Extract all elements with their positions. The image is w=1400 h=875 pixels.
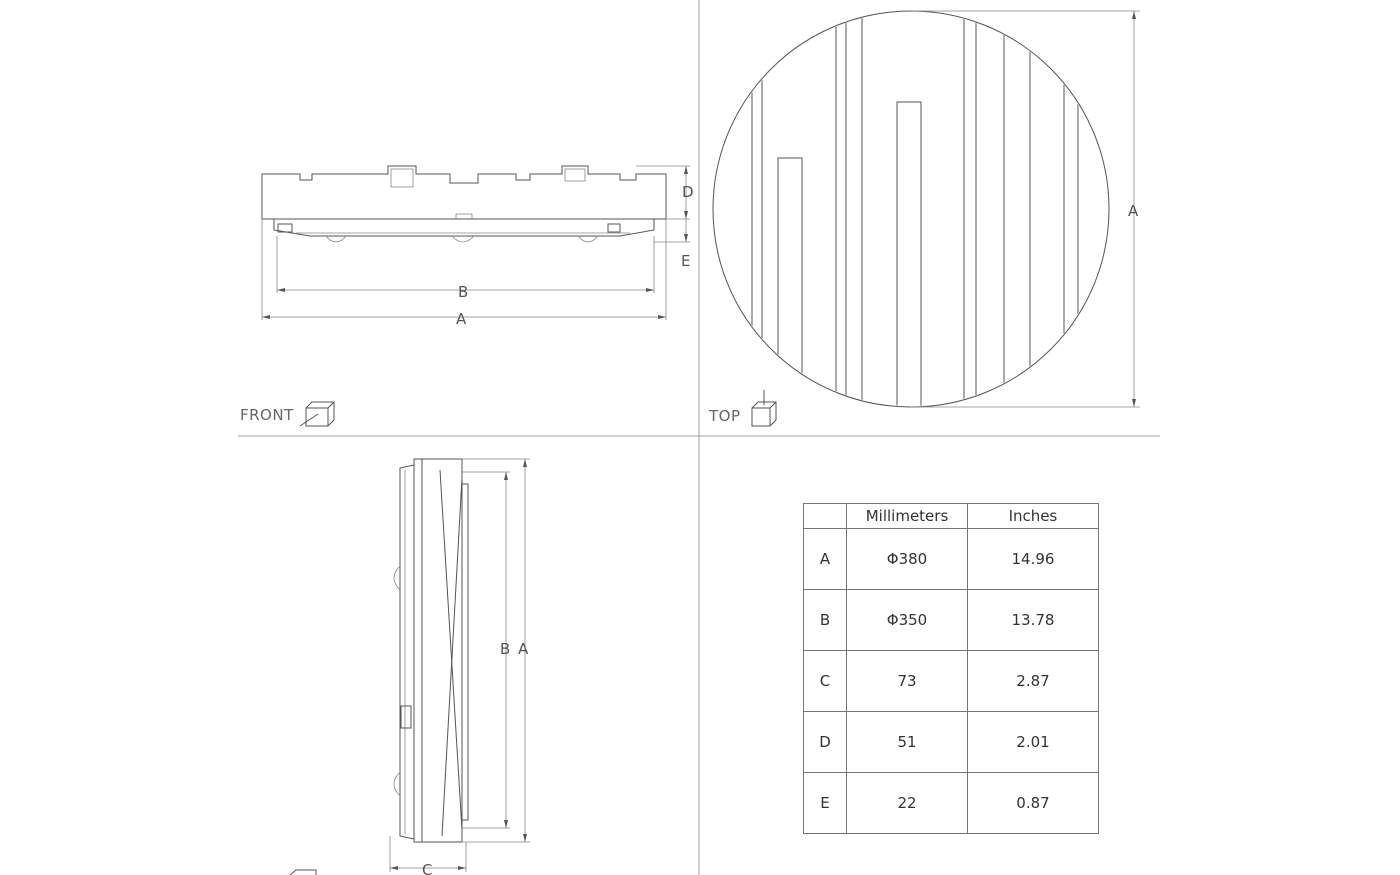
- table-cell-in: 0.87: [968, 773, 1099, 834]
- table-cell-mm: 51: [847, 712, 968, 773]
- callout-a-front: A: [456, 310, 467, 328]
- dimensions-table: [803, 503, 1099, 834]
- table-cell-in: 13.78: [968, 590, 1099, 651]
- callout-b-side: B: [500, 640, 511, 658]
- table-cell-dim: A: [804, 529, 847, 590]
- table-cell-mm: Φ380: [847, 529, 968, 590]
- callout-b-front: B: [458, 283, 469, 301]
- table-row: [804, 529, 1099, 590]
- table-row: [804, 712, 1099, 773]
- table-header-millimeters: Millimeters: [847, 504, 968, 529]
- table-header-inches: Inches: [968, 504, 1099, 529]
- front-view-label: FRONT: [240, 406, 294, 424]
- table-cell-dim: E: [804, 773, 847, 834]
- callout-c-side: C: [422, 861, 433, 875]
- callout-a-side: A: [518, 640, 529, 658]
- front-cube-icon: [300, 402, 334, 426]
- table-cell-mm: 73: [847, 651, 968, 712]
- side-cube-icon: [290, 870, 316, 875]
- top-cube-icon: [752, 390, 776, 426]
- table-cell-in: 2.01: [968, 712, 1099, 773]
- side-view: [390, 459, 530, 872]
- callout-e-front: E: [681, 252, 691, 270]
- table-cell-mm: 22: [847, 773, 968, 834]
- table-row: [804, 651, 1099, 712]
- table-cell-in: 14.96: [968, 529, 1099, 590]
- top-view-label: TOP: [709, 407, 741, 425]
- callout-d-front: D: [682, 183, 694, 201]
- front-view: [262, 166, 690, 320]
- table-row: [804, 590, 1099, 651]
- callout-a-top: A: [1128, 202, 1139, 220]
- table-header-blank: [804, 504, 847, 529]
- table-cell-dim: B: [804, 590, 847, 651]
- table-cell-in: 2.87: [968, 651, 1099, 712]
- table-cell-dim: D: [804, 712, 847, 773]
- table-cell-mm: Φ350: [847, 590, 968, 651]
- table-header-row: [804, 504, 1099, 529]
- table-row: [804, 773, 1099, 834]
- top-view: [713, 0, 1140, 430]
- table-cell-dim: C: [804, 651, 847, 712]
